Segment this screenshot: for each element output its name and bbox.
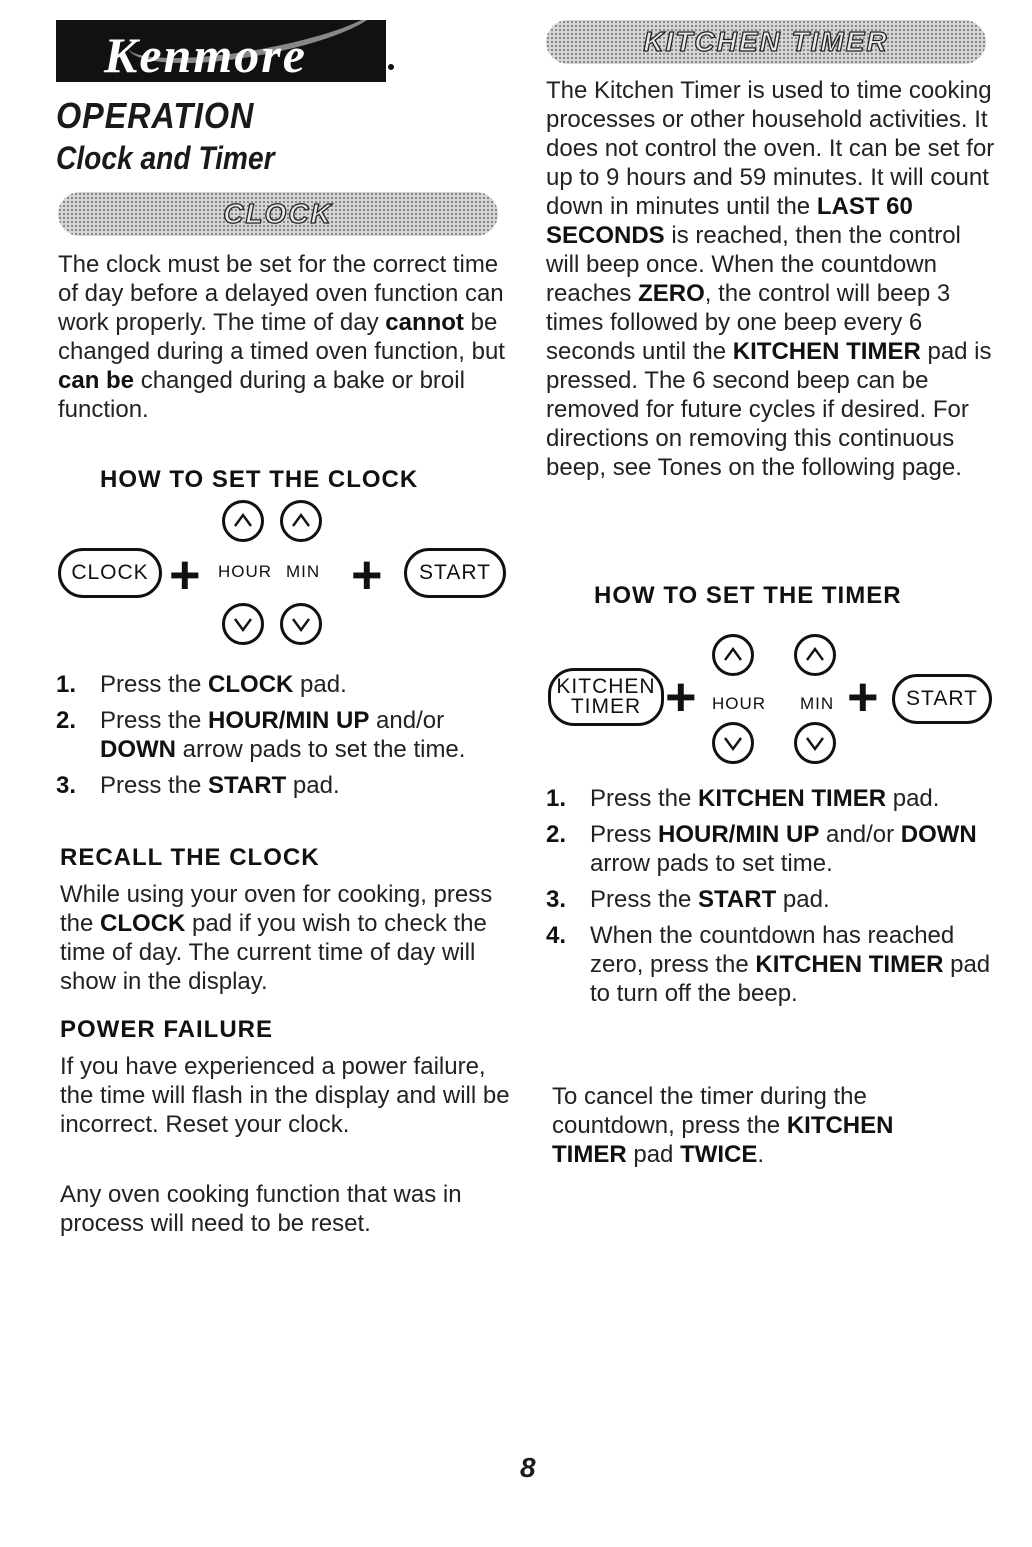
plus-icon: +: [664, 667, 696, 727]
logo-dot: [388, 64, 394, 70]
clock-banner-label: CLOCK: [223, 198, 333, 229]
how-to-set-clock-heading: HOW TO SET THE CLOCK: [100, 466, 419, 493]
clock-pad[interactable]: CLOCK: [58, 548, 162, 598]
timer-step-4: 4. When the countdown has reached zero, press the KITCHEN TIMER pad to turn off the beep.: [546, 922, 991, 1007]
hour-up-arrow-icon[interactable]: [222, 500, 264, 542]
plus-icon: +: [350, 545, 382, 605]
page-title: OPERATION: [56, 95, 255, 136]
page-subtitle: Clock and Timer: [56, 140, 275, 176]
timer-intro: The Kitchen Timer is used to time cooking processes or other household activities. It does not control the oven. It can be set for up to 9 hours and 59 minutes. It will count down in minutes until the LAST 60 SECONDS is reached, then the control will beep once. When the countdown reaches ZERO, the control will beep 3 times followed by one beep every 6 seconds until the KITCHEN TIMER pad is pressed. The 6 second beep can be removed for future cycles if desired. For directions on removing this continuous beep, see Tones on the following page.: [546, 77, 995, 481]
start-pad[interactable]: START: [892, 674, 992, 724]
clock-section-banner: [58, 192, 498, 236]
hour-down-arrow-icon[interactable]: [712, 722, 754, 764]
timer-banner-label: KITCHEN TIMER: [643, 26, 889, 57]
power-failure-heading: POWER FAILURE: [60, 1016, 274, 1043]
timer-step-1: 1. Press the KITCHEN TIMER pad.: [546, 785, 940, 812]
kitchen-timer-section-banner: [546, 20, 986, 64]
recall-clock-heading: RECALL THE CLOCK: [60, 844, 320, 871]
clock-intro: The clock must be set for the correct time of day before a delayed oven function can work properly. The time of day cannot be changed during a timed oven function, but can be changed during a bake or broil function.: [58, 251, 505, 423]
plus-icon: +: [168, 545, 200, 605]
hour-down-arrow-icon[interactable]: [222, 603, 264, 645]
min-up-arrow-icon[interactable]: [794, 634, 836, 676]
power-failure-text-2: Any oven cooking function that was in process will need to be reset.: [60, 1181, 462, 1237]
recall-clock-text: While using your oven for cooking, press the CLOCK pad if you wish to check the time of day. The current time of day will show in the display.: [60, 881, 493, 995]
timer-steps: [546, 784, 1000, 1015]
start-pad[interactable]: START: [404, 548, 506, 598]
min-down-arrow-icon[interactable]: [280, 603, 322, 645]
how-to-set-timer-heading: HOW TO SET THE TIMER: [594, 582, 902, 609]
clock-steps: [56, 670, 510, 807]
hour-label: HOUR: [712, 694, 767, 713]
min-label: MIN: [800, 694, 835, 713]
kitchen-timer-pad-line1: KITCHEN: [556, 675, 656, 698]
timer-step-2: 2. Press HOUR/MIN UP and/or DOWN arrow pads to set time.: [546, 821, 977, 877]
page-number: 8: [520, 1452, 536, 1483]
clock-step-3: 3. Press the START pad.: [56, 772, 340, 799]
kenmore-logo: [56, 20, 386, 82]
clock-step-1: 1. Press the CLOCK pad.: [56, 671, 347, 698]
hour-up-arrow-icon[interactable]: [712, 634, 754, 676]
clock-step-2: 2. Press the HOUR/MIN UP and/or DOWN arrow pads to set the time.: [56, 707, 466, 763]
power-failure-text: If you have experienced a power failure, the time will flash in the display and will be incorrect. Reset your clock.: [60, 1053, 510, 1138]
min-label: MIN: [286, 562, 321, 581]
min-up-arrow-icon[interactable]: [280, 500, 322, 542]
hour-label: HOUR: [218, 562, 273, 581]
plus-icon: +: [846, 667, 878, 727]
cancel-timer-text: To cancel the timer during the countdown, press the KITCHEN TIMER pad TWICE.: [552, 1083, 894, 1168]
kitchen-timer-pad[interactable]: [548, 668, 664, 726]
min-down-arrow-icon[interactable]: [794, 722, 836, 764]
kitchen-timer-pad-line2: TIMER: [570, 695, 642, 718]
timer-step-3: 3. Press the START pad.: [546, 886, 830, 913]
logo-wordmark: Kenmore: [104, 27, 307, 82]
